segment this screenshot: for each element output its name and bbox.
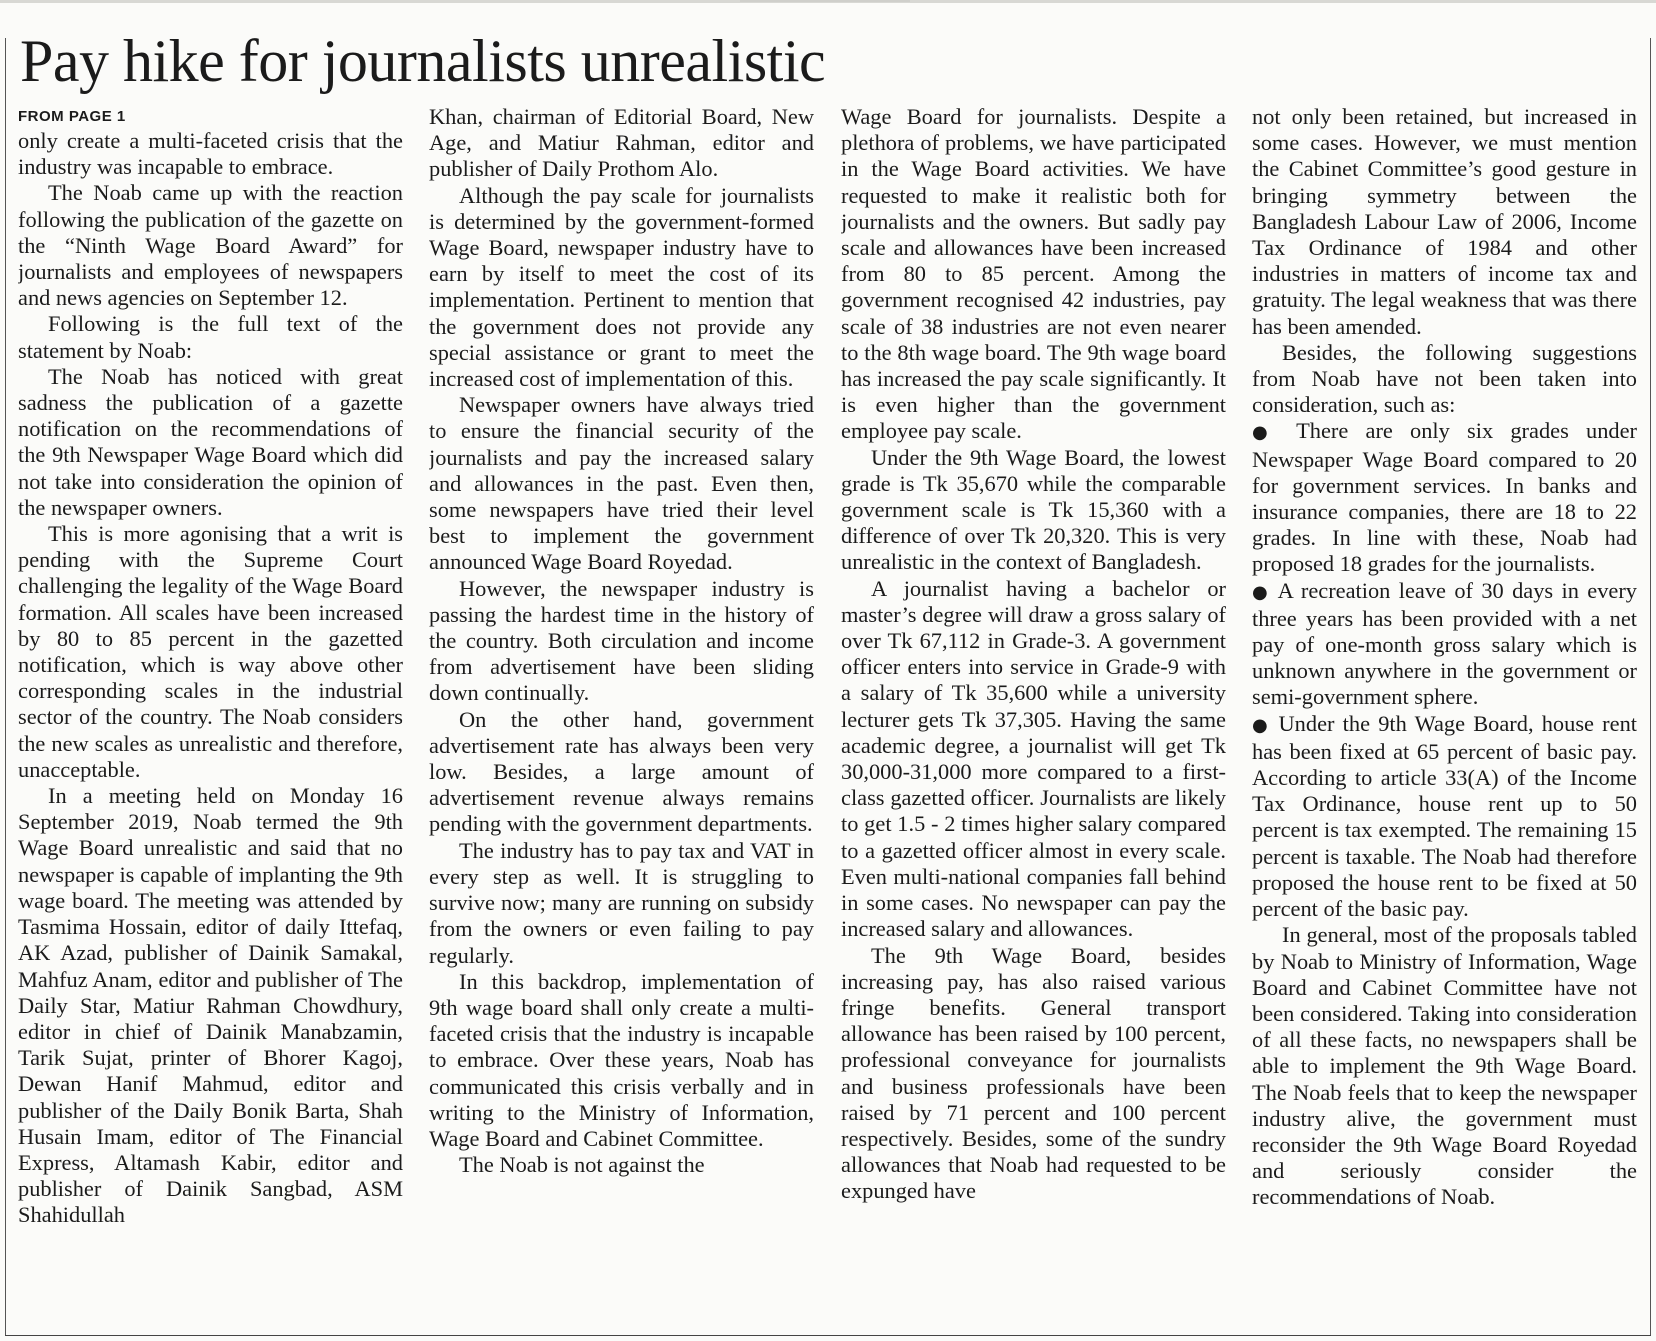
paragraph: The Noab has noticed with great sadness the publication of a gazette notification on the recommendations of the 9th Newspaper Wage Board which did not take into consideration the opinion of the newspaper owners. xyxy=(18,363,403,520)
paragraph: Under the 9th Wage Board, the lowest grade is Tk 35,670 while the comparable government scale is Tk 15,360 with a difference of over Tk 20,320. This is very unrealistic in the context of Bangladesh. xyxy=(841,444,1226,575)
right-border xyxy=(1650,38,1651,1336)
paragraph: The industry has to pay tax and VAT in every step as well. It is struggling to survive now; many are running on subsidy from the owners or even failing to pay regularly. xyxy=(429,837,814,968)
paragraph: Following is the full text of the statement by Noab: xyxy=(18,311,403,363)
article-column-1 xyxy=(18,104,403,1329)
paragraph: not only been retained, but increased in some cases. However, we must mention the Cabinet Committee’s good gesture in bringing symmetry between the Bangladesh Labour Law of 2006, Income Tax Ordinance of 1984 and other industries in matters of income tax and gratuity. The legal weakness that was there has been amended. xyxy=(1252,104,1637,339)
paragraph: Newspaper owners have always tried to ensure the financial security of the journalists and pay the increased salary and allowances in the past. Even then, some newspapers have tried their level best to implement the government announced Wage Board Royedad. xyxy=(429,392,814,575)
paragraph: However, the newspaper industry is passing the hardest time in the history of the country. Both circulation and income from advertisement have been sliding down continually. xyxy=(429,575,814,706)
paragraph: The 9th Wage Board, besides increasing pay, has also raised various fringe benefits. General transport allowance has been raised by 100 percent, professional conveyance for journalists and business professionals have been raised by 71 percent and 100 percent respectively. Besides, some of the sundry allowances that Noab had requested to be expunged have xyxy=(841,942,1226,1204)
paragraph: only create a multi-faceted crisis that the industry was incapable to embrace. xyxy=(18,128,403,180)
bottom-border xyxy=(5,1335,1651,1336)
paragraph: Khan, chairman of Editorial Board, New Age, and Matiur Rahman, editor and publisher of Daily Prothom Alo. xyxy=(429,104,814,182)
paragraph: The Noab is not against the xyxy=(459,1152,705,1178)
bullet-text: Under the 9th Wage Board, house rent has been fixed at 65 percent of basic pay. According to article 33(A) of the Income Tax Ordinance, house rent up to 50 percent is tax exempted. The remaining 15 percent is taxable. The Noab had therefore proposed the house rent to be fixed at 50 percent of the basic pay. xyxy=(1252,710,1637,922)
bullet-item xyxy=(1252,578,1637,711)
continuation-label: FROM PAGE 1 xyxy=(18,108,126,125)
paragraph: A journalist having a bachelor or master’s degree will draw a gross salary of over Tk 67,112 in Grade-3. A government officer enters into service in Grade-9 with a salary of Tk 35,600 while a university lecturer gets Tk 37,305. Having the same academic degree, a journalist will get Tk 30,000-31,000 more compared to a first-class gazetted officer. Journalists are likely to get 1.5 - 2 times higher salary compared to a gazetted officer almost in every scale. Even multi-national companies fall behind in some cases. No newspaper can pay the increased salary and allowances. xyxy=(841,575,1226,942)
paragraph: This is more agonising that a writ is pending with the Supreme Court challenging the legality of the Wage Board formation. All scales have been increased by 80 to 85 percent in the gazetted notification, which is way above other corresponding scales in the industrial sector of the country. The Noab considers the new scales as unrealistic and therefore, unacceptable. xyxy=(18,521,403,782)
bullet-icon: ● xyxy=(1252,581,1271,603)
left-border xyxy=(5,38,6,1336)
paragraph: In general, most of the proposals tabled by Noab to Ministry of Information, Wage Board and Cabinet Committee have not been considered. Taking into consideration of all these facts, no newspapers shall be able to implement the 9th Wage Board. The Noab feels that to keep the newspaper industry alive, the government must reconsider the 9th Wage Board Royedad and seriously consider the recommendations of Noab. xyxy=(1252,922,1637,1210)
article-column-2 xyxy=(429,104,814,1329)
bullet-text: A recreation leave of 30 days in every three years has been provided with a net pay of one-month gross salary which is unknown anywhere in the government or semi-government sphere. xyxy=(1252,577,1637,710)
paragraph: In a meeting held on Monday 16 September 2019, Noab termed the 9th Wage Board unrealistic and said that no newspaper is capable of implanting the 9th wage board. The meeting was attended by Tasmima Hossain, editor of daily Ittefaq, AK Azad, publisher of Dainik Samakal, Mahfuz Anam, editor and publisher of The Daily Star, Matiur Rahman Chowdhury, editor in chief of Dainik Manabzamin, Tarik Sujat, printer of Bhorer Kagoj, Dewan Hanif Mahmud, editor and publisher of the Daily Bonik Barta, Shah Husain Imam, editor of The Financial Express, Altamash Kabir, editor and publisher of Dainik Sangbad, ASM Shahidullah xyxy=(18,783,403,1228)
bullet-item xyxy=(1252,418,1637,577)
bullet-item xyxy=(1252,711,1637,923)
paragraph: On the other hand, government advertisement rate has always been very low. Besides, a large amount of advertisement revenue always remains pending with the government departments. xyxy=(429,706,814,837)
headline: Pay hike for journalists unrealistic xyxy=(20,28,826,94)
bullet-icon: ● xyxy=(1252,714,1271,736)
article-column-4 xyxy=(1252,104,1637,1329)
paragraph: Wage Board for journalists. Despite a plethora of problems, we have participated in the Wage Board activities. We have requested to make it realistic both for journalists and the owners. But sadly pay scale and allowances have been increased from 80 to 85 percent. Among the government recognised 42 industries, pay scale of 38 industries are not even nearer to the 8th wage board. The 9th wage board has increased the pay scale significantly. It is even higher than the government employee pay scale. xyxy=(841,104,1226,444)
paragraph: In this backdrop, implementation of 9th wage board shall only create a multi-faceted crisis that the industry is incapable to embrace. Over these years, Noab has communicated this crisis verbally and in writing to the Ministry of Information, Wage Board and Cabinet Committee. xyxy=(429,968,814,1151)
article-column-3 xyxy=(841,104,1226,1329)
paragraph: The Noab came up with the reaction following the publication of the gazette on the “Ninth Wage Board Award” for journalists and employees of newspapers and news agencies on September 12. xyxy=(18,180,403,311)
bullet-text: There are only six grades under Newspaper Wage Board compared to 20 for government services. In banks and insurance companies, there are 18 to 22 grades. In line with these, Noab had proposed 18 grades for the journalists. xyxy=(1252,418,1637,577)
bullet-icon: ● xyxy=(1252,422,1280,444)
paragraph: Although the pay scale for journalists is determined by the government-formed Wage Board, newspaper industry have to earn by itself to meet the cost of its implementation. Pertinent to mention that the government does not provide any special assistance or grant to meet the increased cost of implementation of this. xyxy=(429,182,814,392)
paragraph: Besides, the following suggestions from Noab have not been taken into consideration, such as: xyxy=(1252,339,1637,418)
page-header-fragment xyxy=(740,0,910,2)
